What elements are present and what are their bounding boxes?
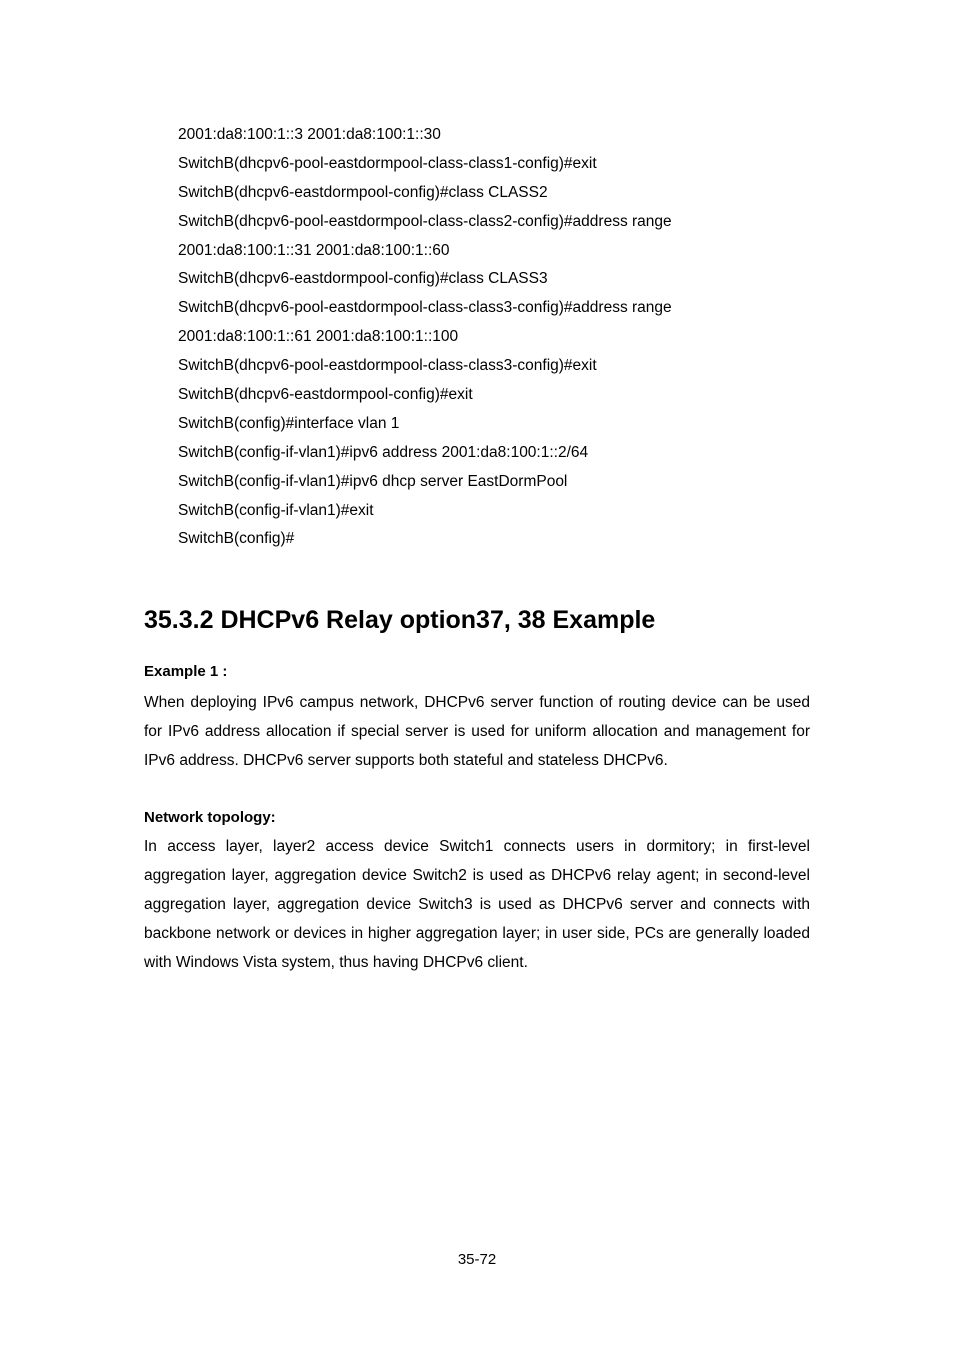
code-line: SwitchB(dhcpv6-pool-eastdormpool-class-class3-config)#exit: [178, 357, 597, 375]
code-line: SwitchB(dhcpv6-eastdormpool-config)#class CLASS3: [178, 270, 548, 288]
code-line: SwitchB(dhcpv6-pool-eastdormpool-class-class2-config)#address range: [178, 212, 672, 230]
network-topology-paragraph: In access layer, layer2 access device Switch1 connects users in dormitory; in first-level aggregation layer, aggregation device Switch2 is used as DHCPv6 relay agent; in second-level aggregation layer, aggregation device Switch3 is used as DHCPv6 server and connects with backbone network or devices in higher aggregation layer; in user side, PCs are generally loaded with Windows Vista system, thus having DHCPv6 client.: [144, 838, 810, 971]
code-line: SwitchB(config)#: [178, 530, 295, 548]
code-line: SwitchB(config-if-vlan1)#ipv6 address 2001:da8:100:1::2/64: [178, 443, 589, 461]
section-heading: 35.3.2 DHCPv6 Relay option37, 38 Example: [144, 606, 656, 634]
config-code-block: [178, 121, 818, 554]
code-line: SwitchB(config)#interface vlan 1: [178, 414, 400, 432]
code-line: 2001:da8:100:1::61 2001:da8:100:1::100: [178, 328, 459, 346]
code-line: SwitchB(dhcpv6-pool-eastdormpool-class-class3-config)#address range: [178, 299, 672, 317]
code-line: 2001:da8:100:1::3 2001:da8:100:1::30: [178, 126, 441, 143]
code-line: SwitchB(dhcpv6-pool-eastdormpool-class-class1-config)#exit: [178, 154, 597, 172]
code-line: SwitchB(config-if-vlan1)#exit: [178, 501, 374, 519]
page-number: 35-72: [457, 1251, 497, 1268]
code-line: SwitchB(dhcpv6-eastdormpool-config)#class CLASS2: [178, 183, 548, 201]
code-line: SwitchB(dhcpv6-eastdormpool-config)#exit: [178, 386, 473, 404]
example-label: Example 1 :: [144, 663, 228, 680]
intro-paragraph: When deploying IPv6 campus network, DHCPv6 server function of routing device can be used for IPv6 address allocation if special server is used for uniform allocation and management for IPv6 address. DHCPv6 server supports both stateful and stateless DHCPv6.: [144, 694, 810, 769]
code-line: SwitchB(config-if-vlan1)#ipv6 dhcp server EastDormPool: [178, 472, 568, 490]
network-topology-label: Network topology:: [144, 809, 276, 826]
code-line: 2001:da8:100:1::31 2001:da8:100:1::60: [178, 241, 450, 259]
